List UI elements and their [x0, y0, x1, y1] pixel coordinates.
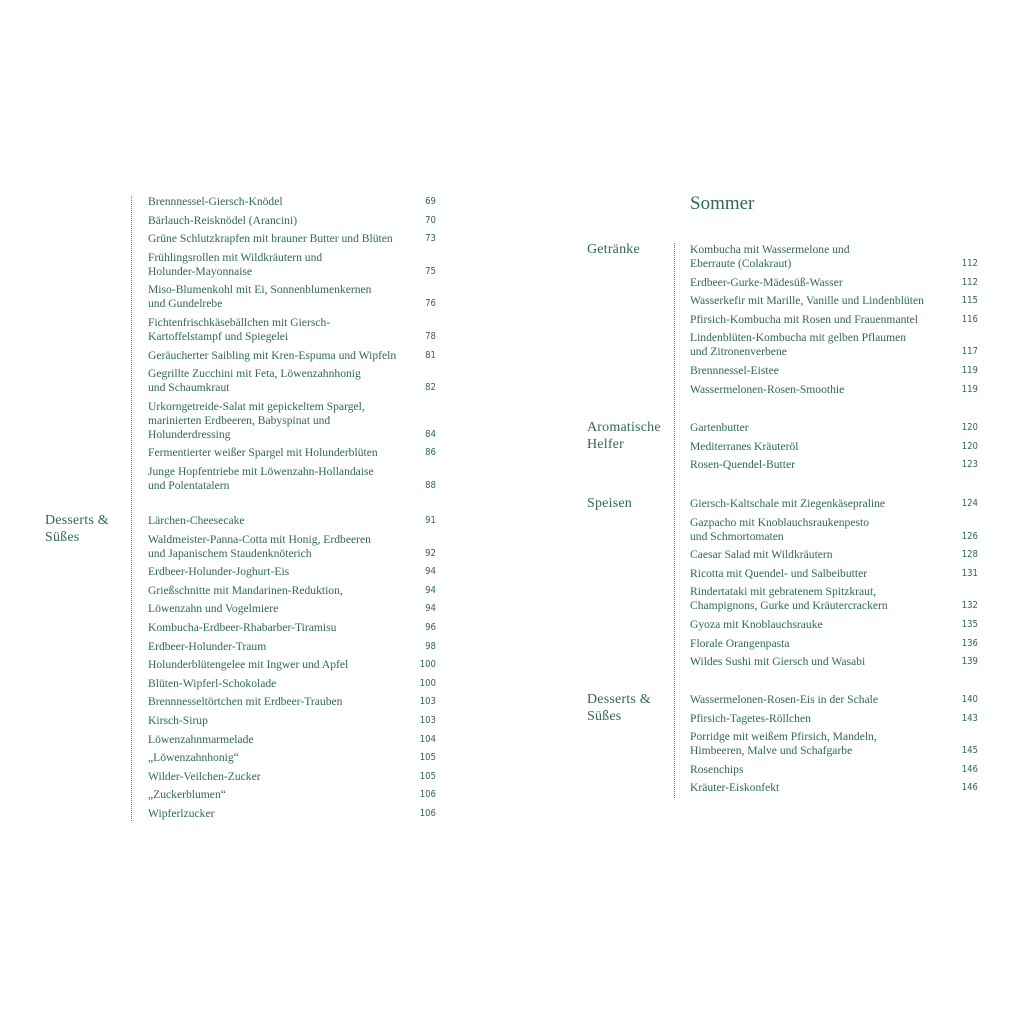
entry-title: Gazpacho mit Knoblauchsraukenpesto und Schmortomaten — [690, 515, 870, 543]
toc-entry[interactable] — [690, 243, 978, 271]
entry-title: Gegrillte Zucchini mit Feta, Löwenzahnhonig und Schaumkraut — [148, 367, 361, 395]
entry-page-number: 136 — [961, 637, 978, 649]
entry-page-number: 119 — [961, 365, 978, 376]
toc-entry[interactable] — [690, 516, 978, 544]
toc-entry[interactable] — [148, 465, 436, 493]
entry-title: Grüne Schlutzkrapfen mit brauner Butter und Blüten — [148, 232, 393, 246]
entry-page-number: 103 — [419, 696, 436, 708]
entry-title: Rosenchips — [690, 762, 744, 776]
entry-title: Rosen-Quendel-Butter — [690, 458, 795, 472]
toc-entry[interactable] — [148, 714, 436, 728]
toc-entry[interactable] — [148, 733, 436, 747]
entry-page-number: 126 — [961, 530, 978, 542]
toc-entry[interactable] — [148, 446, 436, 460]
entry-page-number: 132 — [961, 600, 978, 612]
entry-title: Brennnessel-Giersch-Knödel — [148, 195, 283, 208]
entry-page-number: 78 — [425, 331, 436, 342]
entry-page-number: 145 — [961, 745, 978, 757]
entry-page-number: 94 — [425, 603, 436, 615]
entry-page-number: 70 — [425, 214, 436, 226]
entry-title: Holunderblütengelee mit Ingwer und Apfel — [148, 658, 349, 672]
toc-entry[interactable] — [148, 640, 436, 654]
entry-page-number: 139 — [961, 656, 978, 668]
toc-entry[interactable] — [148, 251, 436, 279]
entry-page-number: 135 — [961, 619, 978, 630]
toc-entry[interactable] — [148, 788, 436, 802]
entry-title: Brennnessel-Eistee — [690, 364, 779, 377]
entry-page-number: 124 — [961, 498, 978, 509]
toc-entry[interactable] — [690, 712, 978, 726]
toc-entry[interactable] — [690, 497, 978, 511]
entry-page-number: 88 — [425, 480, 436, 491]
toc-entry[interactable] — [148, 621, 436, 635]
entry-page-number: 103 — [419, 715, 436, 726]
entry-title: Wilder-Veilchen-Zucker — [148, 769, 261, 783]
toc-entry[interactable] — [148, 658, 436, 672]
entry-page-number: 119 — [961, 383, 978, 395]
entry-page-number: 128 — [961, 549, 978, 561]
entry-page-number: 104 — [419, 733, 436, 745]
toc-entry[interactable] — [690, 618, 978, 632]
entry-title: Urkorngetreide-Salat mit gepickeltem Spargel, marinierten Erdbeeren, Babyspinat und Holunderdressing — [148, 399, 365, 441]
entry-title: Löwenzahn und Vogelmiere — [148, 602, 279, 616]
section-label: Desserts & Süßes — [45, 513, 109, 545]
entry-page-number: 96 — [425, 622, 436, 633]
entry-title: Porridge mit weißem Pfirsich, Mandeln, Himbeeren, Malve und Schafgarbe — [690, 730, 877, 758]
toc-entry[interactable] — [690, 294, 978, 308]
entry-title: Blüten-Wipferl-Schokolade — [148, 676, 277, 690]
entry-title: Giersch-Kaltschale mit Ziegenkäsepraline — [690, 497, 886, 510]
toc-entry[interactable] — [690, 313, 978, 327]
entry-page-number: 69 — [425, 196, 436, 207]
season-title: Sommer — [690, 193, 755, 214]
toc-entry[interactable] — [148, 807, 436, 821]
entry-title: Geräucherter Saibling mit Kren-Espuma und Wipfeln — [148, 348, 397, 362]
entry-title: Fichtenfrischkäsebällchen mit Giersch- Kartoffelstampf und Spiegelei — [148, 316, 331, 343]
entry-title: Grießschnitte mit Mandarinen-Reduktion, — [148, 583, 343, 597]
entry-title: Gartenbutter — [690, 421, 749, 434]
entry-page-number: 98 — [425, 640, 436, 652]
entry-page-number: 100 — [419, 677, 436, 689]
toc-entry[interactable] — [148, 695, 436, 709]
toc-entry[interactable] — [690, 276, 978, 290]
toc-entry[interactable] — [690, 730, 978, 758]
toc-entry[interactable] — [148, 349, 436, 363]
toc-entry[interactable] — [690, 781, 978, 795]
entry-page-number: 112 — [961, 258, 978, 269]
left-dotted-divider — [131, 196, 132, 821]
toc-entry[interactable] — [690, 458, 978, 472]
entry-page-number: 91 — [425, 515, 436, 526]
section-label: Desserts & Süßes — [587, 692, 651, 724]
entry-page-number: 75 — [425, 265, 436, 277]
entry-title: Lärchen-Cheesecake — [148, 514, 245, 527]
toc-entry[interactable] — [690, 364, 978, 378]
entry-title: Waldmeister-Panna-Cotta mit Honig, Erdbeeren und Japanischem Staudenknöterich — [148, 532, 371, 560]
entry-page-number: 94 — [425, 584, 436, 596]
entry-title: Lindenblüten-Kombucha mit gelben Pflaumen und Zitronenverbene — [690, 331, 907, 359]
entry-title: Caesar Salad mit Wildkräutern — [690, 548, 833, 562]
entry-title: Ricotta mit Quendel- und Salbeibutter — [690, 566, 868, 580]
entry-page-number: 100 — [419, 659, 436, 671]
entry-page-number: 116 — [961, 313, 978, 325]
entry-title: Kirsch-Sirup — [148, 714, 208, 727]
entry-page-number: 81 — [425, 349, 436, 361]
entry-title: Fermentierter weißer Spargel mit Holunderblüten — [148, 446, 378, 460]
entry-page-number: 146 — [961, 782, 978, 794]
entry-page-number: 82 — [425, 382, 436, 394]
toc-entry[interactable] — [148, 367, 436, 395]
entry-page-number: 146 — [961, 763, 978, 775]
entry-title: Frühlingsrollen mit Wildkräutern und Holunder-Mayonnaise — [148, 250, 323, 278]
toc-entry[interactable] — [148, 533, 436, 561]
right-dotted-divider — [674, 243, 675, 798]
entry-title: Erdbeer-Gurke-Mädesüß-Wasser — [690, 275, 843, 289]
entry-title: Bärlauch-Reisknödel (Arancini) — [148, 213, 298, 227]
entry-title: Erdbeer-Holunder-Joghurt-Eis — [148, 565, 290, 579]
entry-title: Kombucha-Erdbeer-Rhabarber-Tiramisu — [148, 621, 337, 634]
toc-entry[interactable] — [690, 655, 978, 669]
entry-title: Wildes Sushi mit Giersch und Wasabi — [690, 655, 866, 669]
entry-page-number: 131 — [961, 567, 978, 579]
entry-title: Junge Hopfentriebe mit Löwenzahn-Hollandaise und Polentatalern — [148, 465, 374, 492]
toc-entry[interactable] — [690, 383, 978, 397]
entry-title: Florale Orangenpasta — [690, 636, 790, 650]
toc-entry[interactable] — [148, 584, 436, 598]
entry-page-number: 86 — [425, 447, 436, 459]
entry-page-number: 92 — [425, 547, 436, 559]
toc-entry[interactable] — [148, 770, 436, 784]
entry-title: Miso-Blumenkohl mit Ei, Sonnenblumenkernen und Gundelrebe — [148, 283, 372, 311]
toc-entry[interactable] — [690, 693, 978, 707]
entry-page-number: 106 — [419, 789, 436, 801]
toc-entry[interactable] — [148, 283, 436, 311]
toc-entry[interactable] — [148, 602, 436, 616]
toc-entry[interactable] — [148, 514, 436, 528]
entry-page-number: 115 — [961, 295, 978, 307]
section-label: Speisen — [587, 496, 632, 511]
toc-entry[interactable] — [690, 763, 978, 777]
entry-title: Löwenzahnmarmelade — [148, 732, 254, 746]
entry-page-number: 76 — [425, 298, 436, 310]
entry-title: Gyoza mit Knoblauchsrauke — [690, 618, 823, 631]
entry-title: „Zuckerblumen“ — [148, 788, 226, 802]
entry-title: Mediterranes Kräuteröl — [690, 439, 799, 453]
entry-page-number: 105 — [419, 752, 436, 764]
toc-entry[interactable] — [690, 331, 978, 359]
entry-page-number: 84 — [425, 428, 436, 440]
entry-title: Erdbeer-Holunder-Traum — [148, 639, 267, 653]
toc-entry[interactable] — [690, 637, 978, 651]
entry-page-number: 73 — [425, 233, 436, 245]
section-label: Getränke — [587, 242, 640, 257]
entry-page-number: 112 — [961, 276, 978, 288]
entry-page-number: 140 — [961, 694, 978, 705]
entry-title: „Löwenzahnhonig“ — [148, 751, 239, 765]
entry-page-number: 123 — [961, 459, 978, 471]
section-label: Aromatische Helfer — [587, 420, 661, 452]
entry-title: Wassermelonen-Rosen-Eis in der Schale — [690, 693, 879, 706]
entry-title: Wassermelonen-Rosen-Smoothie — [690, 382, 845, 396]
toc-entry[interactable] — [148, 316, 436, 344]
toc-entry[interactable] — [148, 232, 436, 246]
entry-title: Kombucha mit Wassermelone und Eberraute (Colakraut) — [690, 243, 850, 270]
toc-entry[interactable] — [690, 421, 978, 435]
toc-entry[interactable] — [690, 585, 978, 613]
entry-page-number: 143 — [961, 712, 978, 724]
entry-page-number: 117 — [961, 346, 978, 358]
toc-entry[interactable] — [148, 677, 436, 691]
entry-page-number: 120 — [961, 440, 978, 452]
entry-title: Pfirsich-Tagetes-Röllchen — [690, 711, 811, 725]
entry-title: Pfirsich-Kombucha mit Rosen und Frauenmantel — [690, 312, 918, 326]
toc-entry[interactable] — [148, 195, 436, 209]
toc-entry[interactable] — [148, 751, 436, 765]
entry-page-number: 94 — [425, 566, 436, 578]
toc-entry[interactable] — [148, 400, 436, 442]
toc-entry[interactable] — [148, 214, 436, 228]
entry-page-number: 105 — [419, 770, 436, 782]
toc-entry[interactable] — [690, 548, 978, 562]
entry-page-number: 106 — [419, 808, 436, 819]
entry-title: Brennnesseltörtchen mit Erdbeer-Trauben — [148, 695, 343, 709]
toc-entry[interactable] — [690, 567, 978, 581]
entry-title: Rindertataki mit gebratenem Spitzkraut, Champignons, Gurke und Kräutercrackern — [690, 585, 888, 613]
toc-entry[interactable] — [148, 565, 436, 579]
entry-title: Wasserkefir mit Marille, Vanille und Lindenblüten — [690, 294, 924, 308]
entry-title: Kräuter-Eiskonfekt — [690, 781, 780, 795]
entry-page-number: 120 — [961, 422, 978, 433]
entry-title: Wipferlzucker — [148, 807, 215, 820]
toc-entry[interactable] — [690, 440, 978, 454]
